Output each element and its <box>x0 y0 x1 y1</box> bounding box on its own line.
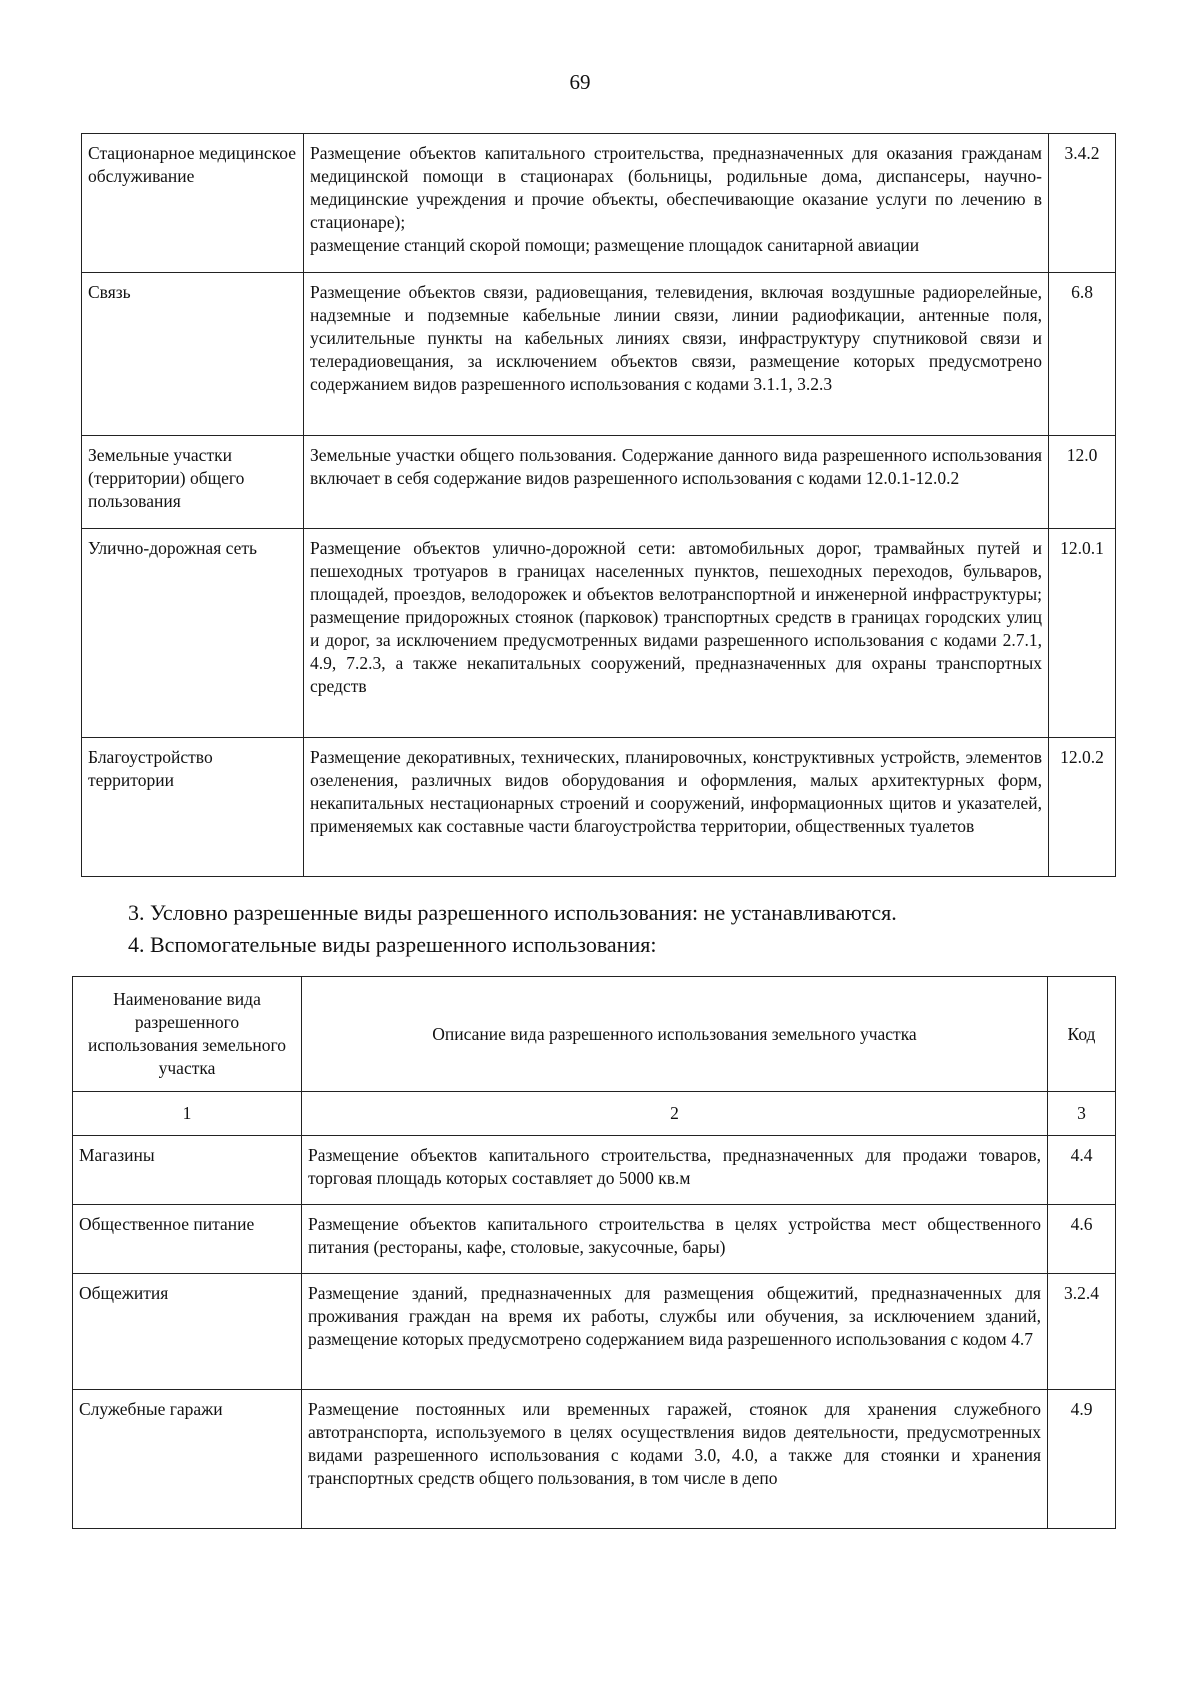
use-description: Размещение декоративных, технических, планировочных, конструктивных устройств, элементов озеленения, различных видов оборудования и оформления, малых архитектурных форм, некапитальных нестационарных строений и сооружений, информационных щитов и указателей, применяемых как составные части благоустройства территории, общественных туалетов <box>304 738 1049 877</box>
table-header-row <box>73 977 1116 1092</box>
use-description: Размещение объектов связи, радиовещания, телевидения, включая воздушные радиорелейные, надземные и подземные кабельные линии связи, линии радиофикации, антенные поля, усилительные пункты на кабельных линиях связи, инфраструктуру спутниковой связи и телерадиовещания, за исключением объектов связи, размещение которых предусмотрено содержанием видов разрешенного использования с кодами 3.1.1, 3.2.3 <box>304 273 1049 436</box>
column-number: 2 <box>302 1092 1048 1136</box>
use-code: 12.0 <box>1049 436 1116 529</box>
use-description: Размещение постоянных или временных гаражей, стоянок для хранения служебного автотранспорта, используемого в целях осуществления видов деятельности, предусмотренных видами разрешенного использования с кодами 3.0, 4.0, а также для стоянки и хранения транспортных средств общего пользования, в том числе в депо <box>302 1390 1048 1529</box>
auxiliary-uses-table <box>72 976 1116 1529</box>
table-row <box>73 1390 1116 1529</box>
section-3-heading: 3. Условно разрешенные виды разрешенного использования: не устанавливаются. <box>128 900 897 925</box>
table-row <box>82 436 1116 529</box>
section-4-heading: 4. Вспомогательные виды разрешенного использования: <box>128 932 657 957</box>
use-description: Размещение объектов улично-дорожной сети: автомобильных дорог, трамвайных путей и пешеходных тротуаров в границах населенных пунктов, пешеходных переходов, бульваров, площадей, проездов, велодорожек и объектов велотранспортной и инженерной инфраструктуры; размещение придорожных стоянок (парковок) транспортных средств в границах городских улиц и дорог, за исключением предусмотренных видами разрешенного использования с кодами 2.7.1, 4.9, 7.2.3, а также некапитальных сооружений, предназначенных для охраны транспортных средств <box>304 529 1049 738</box>
use-name: Магазины <box>73 1136 302 1205</box>
use-description-part: размещение станций скорой помощи; размещение площадок санитарной авиации <box>310 235 920 255</box>
use-description-part: Размещение объектов капитального строительства, предназначенных для оказания гражданам медицинской помощи в стационарах (больницы, родильные дома, диспансеры, научно-медицинские учреждения и прочие объекты, обеспечивающие оказание услуги по лечению в стационаре); <box>310 143 1042 232</box>
table-number-row <box>73 1092 1116 1136</box>
column-number: 3 <box>1048 1092 1116 1136</box>
table-row <box>73 1136 1116 1205</box>
use-description: Земельные участки общего пользования. Содержание данного вида разрешенного использования включает в себя содержание видов разрешенного использования с кодами 12.0.1-12.0.2 <box>304 436 1049 529</box>
use-name: Служебные гаражи <box>73 1390 302 1529</box>
header-name: Наименование вида разрешенного использования земельного участка <box>73 977 302 1092</box>
use-code: 3.4.2 <box>1049 134 1116 273</box>
column-number: 1 <box>73 1092 302 1136</box>
use-name: Улично-дорожная сеть <box>82 529 304 738</box>
use-code: 4.9 <box>1048 1390 1116 1529</box>
use-code: 4.6 <box>1048 1205 1116 1274</box>
table-row <box>82 529 1116 738</box>
use-name: Земельные участки (территории) общего пользования <box>82 436 304 529</box>
use-code: 6.8 <box>1049 273 1116 436</box>
use-name: Общественное питание <box>73 1205 302 1274</box>
table-row <box>82 273 1116 436</box>
table-row <box>82 738 1116 877</box>
use-code: 4.4 <box>1048 1136 1116 1205</box>
table-row <box>82 134 1116 273</box>
page-number: 69 <box>569 70 591 94</box>
table-row <box>73 1205 1116 1274</box>
use-description: Размещение объектов капитального строительства, предназначенных для продажи товаров, торговая площадь которых составляет до 5000 кв.м <box>302 1136 1048 1205</box>
table-row <box>73 1274 1116 1390</box>
use-code: 12.0.2 <box>1049 738 1116 877</box>
use-code: 12.0.1 <box>1049 529 1116 738</box>
use-description: Размещение объектов капитального строительства в целях устройства мест общественного питания (рестораны, кафе, столовые, закусочные, бары) <box>302 1205 1048 1274</box>
use-description <box>304 134 1049 273</box>
header-description: Описание вида разрешенного использования земельного участка <box>302 977 1048 1092</box>
use-name: Связь <box>82 273 304 436</box>
use-name: Стационарное медицинское обслуживание <box>82 134 304 273</box>
main-uses-table-continued <box>81 133 1116 877</box>
header-code: Код <box>1048 977 1116 1092</box>
use-description: Размещение зданий, предназначенных для размещения общежитий, предназначенных для проживания граждан на время их работы, службы или обучения, за исключением зданий, размещение которых предусмотрено содержанием вида разрешенного использования с кодом 4.7 <box>302 1274 1048 1390</box>
use-code: 3.2.4 <box>1048 1274 1116 1390</box>
use-name: Общежития <box>73 1274 302 1390</box>
use-name: Благоустройство территории <box>82 738 304 877</box>
